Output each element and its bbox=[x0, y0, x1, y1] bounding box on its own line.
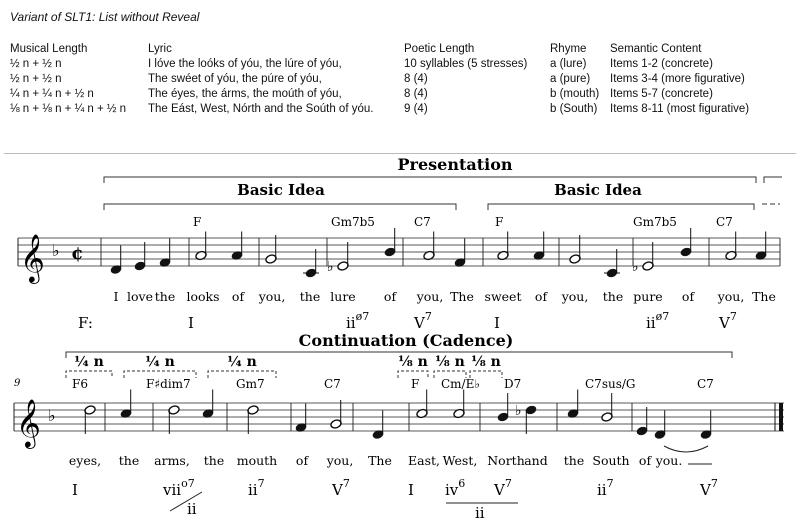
roman-numeral: I bbox=[72, 481, 78, 499]
note bbox=[632, 242, 654, 275]
basic-idea-heading-2: Basic Idea bbox=[554, 181, 642, 199]
roman-numeral: $ii^{ø7}$ bbox=[646, 310, 670, 332]
note bbox=[159, 239, 171, 268]
roman-numeral: $iv^6$ bbox=[445, 477, 466, 499]
treble-clef-icon: 𝄞 bbox=[16, 398, 41, 447]
roman-numeral-superscript: 7 bbox=[710, 477, 718, 490]
roman-numeral: I bbox=[494, 314, 500, 332]
basic-idea-bracket-2 bbox=[488, 204, 754, 210]
roman-numeral-superscript: 7 bbox=[504, 477, 512, 490]
note bbox=[202, 390, 214, 419]
lyric-syllable: you, bbox=[326, 453, 354, 468]
phrase-fraction-label bbox=[398, 354, 428, 378]
lyric-syllable: the bbox=[203, 453, 225, 468]
chord-symbol: Gm7b5 bbox=[331, 215, 375, 229]
roman-numeral-superscript: 6 bbox=[458, 477, 466, 490]
note bbox=[515, 403, 537, 434]
note bbox=[295, 404, 307, 433]
secondary-label-1: ii bbox=[187, 500, 197, 518]
note bbox=[533, 232, 545, 261]
header-musical-length: Musical Length bbox=[10, 43, 88, 55]
roman-numerals-system-1 bbox=[188, 310, 737, 332]
note bbox=[725, 232, 737, 261]
lyric-syllable: I bbox=[113, 289, 119, 304]
note bbox=[416, 390, 428, 419]
roman-numeral-superscript: o7 bbox=[181, 477, 195, 490]
phrase-fraction-label bbox=[470, 354, 502, 378]
cell-poetic-length: 8 (4) bbox=[404, 88, 428, 100]
chord-symbol: C7sus/G bbox=[585, 377, 636, 391]
svg-text:¼ n: ¼ n bbox=[145, 354, 175, 370]
note bbox=[134, 242, 146, 271]
svg-text:♭: ♭ bbox=[515, 403, 522, 419]
chord-symbol: C7 bbox=[697, 377, 714, 391]
header-poetic-length: Poetic Length bbox=[404, 43, 475, 55]
note bbox=[497, 393, 509, 422]
secondary-label-2: ii bbox=[475, 504, 485, 522]
cell-rhyme: a (lure) bbox=[550, 58, 587, 70]
lyric-syllable: the bbox=[563, 453, 585, 468]
chord-symbol: C7 bbox=[324, 377, 341, 391]
chord-symbol: F bbox=[193, 215, 202, 229]
lyric-syllable: of bbox=[534, 289, 548, 304]
header-lyric: Lyric bbox=[148, 43, 172, 55]
lyric-syllable: South bbox=[592, 453, 630, 468]
svg-text:¼ n: ¼ n bbox=[227, 354, 257, 370]
lyric-syllable: you, bbox=[416, 289, 444, 304]
note bbox=[453, 390, 465, 419]
chord-symbols-system-1 bbox=[193, 215, 733, 229]
lyric-syllable: East, bbox=[408, 453, 440, 468]
chord-symbol: F6 bbox=[72, 377, 88, 391]
chord-symbol: F bbox=[495, 215, 504, 229]
note bbox=[636, 407, 648, 436]
roman-numeral-superscript: ø7 bbox=[655, 310, 670, 323]
lyrics-system-1 bbox=[114, 289, 776, 304]
note bbox=[454, 239, 466, 268]
cell-semantic-content: Items 1-2 (concrete) bbox=[610, 58, 713, 70]
cell-poetic-length: 9 (4) bbox=[404, 103, 428, 115]
lyric-syllable: lure bbox=[330, 289, 356, 304]
chord-symbol: C7 bbox=[414, 215, 431, 229]
chord-symbol: F bbox=[411, 377, 420, 391]
note bbox=[247, 405, 259, 434]
cell-rhyme: a (pure) bbox=[550, 73, 591, 85]
roman-numeral-superscript: 7 bbox=[342, 477, 350, 490]
tie bbox=[664, 446, 708, 452]
roman-numeral: $ii^7$ bbox=[248, 477, 265, 499]
lyric-syllable: of bbox=[638, 453, 652, 468]
flat-key-signature-icon: ♭ bbox=[48, 406, 56, 425]
roman-numeral: $V^7$ bbox=[494, 477, 512, 499]
lyric-syllable: and bbox=[524, 453, 548, 468]
note bbox=[195, 232, 207, 261]
continuation-bracket-stub bbox=[764, 177, 782, 183]
cell-rhyme: b (South) bbox=[550, 103, 598, 115]
roman-numeral: $V^7$ bbox=[719, 310, 737, 332]
chord-symbol: Gm7b5 bbox=[633, 215, 677, 229]
chord-symbol: Cm/E♭ bbox=[441, 377, 481, 391]
time-signature: ¢ bbox=[71, 243, 84, 264]
note bbox=[330, 400, 342, 429]
note bbox=[168, 405, 180, 434]
cell-musical-length: ½ n + ½ n bbox=[10, 58, 62, 70]
note bbox=[680, 228, 692, 257]
roman-numeral: $V^7$ bbox=[414, 310, 432, 332]
roman-numerals-system-2 bbox=[72, 477, 718, 499]
note bbox=[567, 390, 579, 419]
note bbox=[327, 242, 349, 275]
lyric-syllable: the bbox=[118, 453, 140, 468]
header-rhyme: Rhyme bbox=[550, 43, 587, 55]
note bbox=[84, 405, 96, 434]
phrase-fraction-labels bbox=[66, 354, 502, 378]
header-semantic-content: Semantic Content bbox=[610, 43, 702, 55]
treble-clef-icon: 𝄞 bbox=[20, 233, 45, 282]
phrase-fraction-label bbox=[124, 354, 196, 378]
cell-lyric: The Eást, West, Nórth and the Soúth of yóu. bbox=[148, 103, 374, 115]
svg-text:♭: ♭ bbox=[632, 259, 639, 275]
lyric-syllable: the bbox=[602, 289, 624, 304]
cell-semantic-content: Items 3-4 (more figurative) bbox=[610, 73, 745, 85]
note bbox=[120, 390, 132, 419]
basic-idea-bracket-1 bbox=[104, 204, 456, 210]
note bbox=[372, 411, 384, 440]
svg-text:♭: ♭ bbox=[327, 259, 334, 275]
phrase-fraction-label bbox=[434, 354, 466, 378]
chord-symbol: D7 bbox=[504, 377, 522, 391]
flat-key-signature-icon: ♭ bbox=[52, 241, 60, 260]
note bbox=[384, 228, 396, 257]
roman-numeral: I bbox=[188, 314, 194, 332]
roman-numeral: vii$^{o7}$ bbox=[163, 477, 195, 499]
chord-symbol: F♯dim7 bbox=[146, 377, 191, 391]
cell-poetic-length: 8 (4) bbox=[404, 73, 428, 85]
note bbox=[601, 393, 613, 422]
lyric-syllable: the bbox=[154, 289, 176, 304]
cell-rhyme: b (mouth) bbox=[550, 88, 600, 100]
chord-symbol: C7 bbox=[716, 215, 733, 229]
lyric-syllable: you, bbox=[561, 289, 589, 304]
presentation-bracket bbox=[104, 177, 756, 183]
cell-musical-length: ½ n + ½ n bbox=[10, 73, 62, 85]
note bbox=[700, 411, 712, 440]
lyric-syllable: the bbox=[299, 289, 321, 304]
cell-poetic-length: 10 syllables (5 stresses) bbox=[404, 58, 528, 70]
svg-text:¼ n: ¼ n bbox=[74, 354, 104, 370]
lyric-syllable: of bbox=[383, 289, 397, 304]
lyric-syllable: eyes, bbox=[68, 453, 102, 468]
note bbox=[303, 249, 319, 278]
lyric-syllable: arms, bbox=[154, 453, 190, 468]
lyrics-system-2 bbox=[69, 453, 682, 468]
staff-system-2 bbox=[14, 390, 784, 453]
lyric-syllable: The bbox=[752, 289, 776, 304]
lyric-syllable: looks bbox=[186, 289, 220, 304]
lyric-syllable: you. bbox=[655, 453, 683, 468]
presentation-heading: Presentation bbox=[397, 155, 513, 174]
figure-caption: Variant of SLT1: List without Reveal bbox=[10, 10, 200, 24]
lyric-syllable: love bbox=[127, 289, 153, 304]
roman-numeral: $V^7$ bbox=[700, 477, 718, 499]
note bbox=[569, 235, 581, 264]
note bbox=[604, 249, 620, 278]
cell-semantic-content: Items 5-7 (concrete) bbox=[610, 88, 713, 100]
measure-number: 9 bbox=[14, 378, 21, 389]
lyric-syllable: North bbox=[487, 453, 525, 468]
note bbox=[497, 232, 509, 261]
roman-numeral-superscript: 7 bbox=[606, 477, 614, 490]
lyric-syllable: you, bbox=[717, 289, 745, 304]
note bbox=[265, 235, 277, 264]
cell-lyric: I lóve the loóks of yóu, the lúre of yóu, bbox=[148, 58, 342, 70]
roman-numeral-superscript: 7 bbox=[729, 310, 737, 323]
roman-numeral: $V^7$ bbox=[332, 477, 350, 499]
svg-text:⅛ n: ⅛ n bbox=[435, 354, 465, 370]
note bbox=[110, 246, 122, 275]
chord-symbols-system-2 bbox=[72, 377, 714, 391]
cell-lyric: The éyes, the árms, the moúth of yóu, bbox=[148, 88, 342, 100]
chord-symbol: Gm7 bbox=[236, 377, 265, 391]
lyric-syllable: pure bbox=[633, 289, 663, 304]
note bbox=[423, 232, 435, 261]
lyric-syllable: The bbox=[450, 289, 474, 304]
cell-lyric: The swéet of yóu, the púre of yóu, bbox=[148, 73, 322, 85]
svg-text:⅛ n: ⅛ n bbox=[471, 354, 501, 370]
lyric-syllable: of bbox=[231, 289, 245, 304]
roman-numeral-superscript: 7 bbox=[257, 477, 265, 490]
key-label: F: bbox=[78, 314, 93, 332]
note bbox=[654, 411, 666, 440]
svg-text:⅛ n: ⅛ n bbox=[398, 354, 428, 370]
cell-musical-length: ¼ n + ¼ n + ½ n bbox=[10, 88, 94, 100]
lyric-syllable: The bbox=[368, 453, 392, 468]
roman-numeral-superscript: ø7 bbox=[355, 310, 370, 323]
continuation-heading: Continuation (Cadence) bbox=[298, 331, 514, 350]
lyric-syllable: West, bbox=[442, 453, 478, 468]
note bbox=[755, 232, 767, 261]
phrase-fraction-label bbox=[208, 354, 276, 378]
basic-idea-heading-1: Basic Idea bbox=[237, 181, 325, 199]
phrase-fraction-label bbox=[66, 354, 112, 378]
cell-musical-length: ⅛ n + ⅛ n + ¼ n + ½ n bbox=[10, 103, 127, 115]
lyric-syllable: of bbox=[681, 289, 695, 304]
roman-numeral: $ii^{ø7}$ bbox=[346, 310, 370, 332]
roman-numeral: $ii^7$ bbox=[597, 477, 614, 499]
lyric-syllable: sweet bbox=[484, 289, 522, 304]
staff-system-1 bbox=[18, 228, 780, 284]
roman-numeral-superscript: 7 bbox=[424, 310, 432, 323]
cell-semantic-content: Items 8-11 (most figurative) bbox=[610, 103, 750, 115]
lyric-syllable: you, bbox=[258, 289, 286, 304]
lyric-syllable: mouth bbox=[236, 453, 278, 468]
note bbox=[231, 232, 243, 261]
lyric-syllable: of bbox=[295, 453, 309, 468]
roman-numeral: I bbox=[408, 481, 414, 499]
